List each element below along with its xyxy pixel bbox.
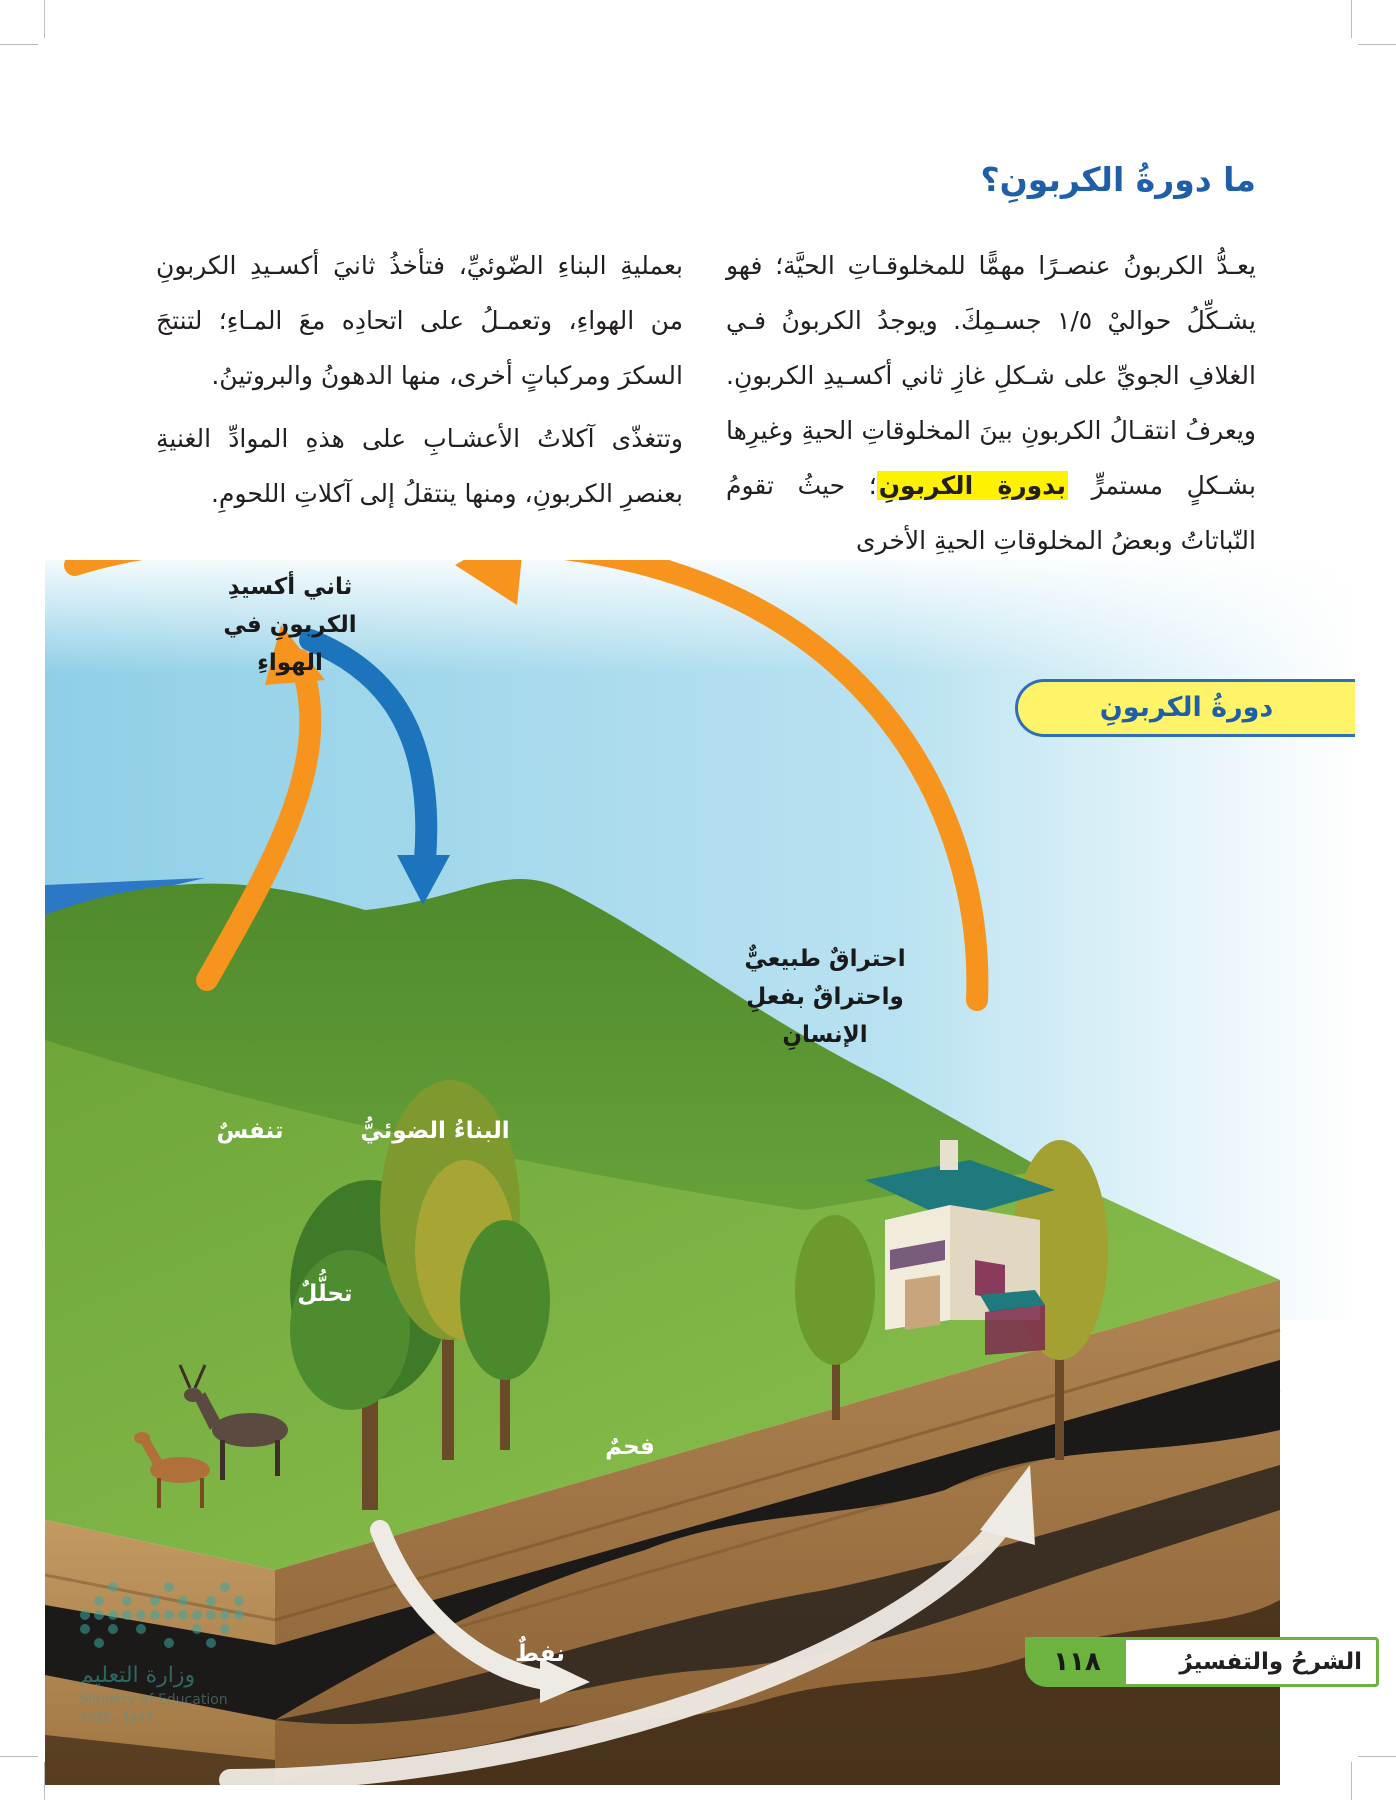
ministry-name-english: Ministry of Education — [80, 1692, 228, 1708]
label-co2-air: ثاني أكسيدِ الكربونِ في الهواءِ — [223, 574, 357, 676]
crop-mark — [0, 1756, 38, 1757]
photosynthesis-paragraph: بعمليةِ البناءِ الضّوئيِّ، فتأخذُ ثانيَ أكسـيدِ الكربونِ من الهواءِ، وتعمـلُ على اتحادِه معَ المـاءِ؛ لتنتجَ السكرَ ومركباتٍ أخرى، منها الدهونُ والبروتينُ. — [156, 251, 683, 390]
herbivores-paragraph: وتتغذّى آكلاتُ الأعشـابِ على هذهِ الموادِّ الغنيةِ بعنصرِ الكربونِ، ومنها ينتقلُ إلى آكلاتِ اللحومِ. — [156, 424, 683, 508]
page-footer — [1025, 1637, 1379, 1687]
key-term-highlight: بدورةِ الكربونِ — [878, 471, 1066, 500]
intro-text: يعـدُّ الكربونُ عنصـرًا مهمًّا للمخلوقـاتِ الحيَّة؛ فهو يشـكِّلُ حواليْ ١/٥ جسـمِكَ. ويوجدُ الكربونُ فـي الغلافِ الجويِّ على شـكلِ غازِ ثاني أكسـيدِ الكربونِ. ويعرفُ انتقـالُ الكربونِ بينَ المخلوقاتِ الحيةِ وغيرِها بشـكلٍ مستمرٍّ — [726, 251, 1256, 500]
label-photosynthesis: البناءُ الضوئيُّ — [360, 1118, 510, 1144]
ministry-watermark — [75, 1575, 275, 1725]
label-coal: فحمٌ — [605, 1434, 655, 1460]
crop-mark — [1358, 44, 1396, 45]
diagram-caption: دورةُ الكربونِ — [1015, 679, 1355, 737]
label-respiration: تنفسٌ — [216, 1118, 284, 1144]
footer-section-title: الشرحُ والتفسيرُ — [1179, 1649, 1362, 1675]
crop-mark — [0, 44, 38, 45]
label-decomposition: تحلُّلٌ — [297, 1281, 353, 1307]
intro-paragraph — [726, 238, 1256, 568]
ministry-name-arabic: وزارة التعليم — [80, 1663, 196, 1688]
ministry-dots-logo — [75, 1575, 255, 1660]
page-number: ١١٨ — [1028, 1640, 1126, 1684]
intro-text-end: ؛ حيثُ تقومُ النّباتاتُ وبعضُ المخلوقاتِ الحيةِ الأخرى — [726, 471, 1256, 555]
label-oil: نفطٌ — [515, 1641, 565, 1667]
page-title: ما دورةُ الكربونِ؟ — [980, 160, 1256, 199]
crop-mark — [1358, 1756, 1396, 1757]
label-combustion: احتراقٌ طبيعيٌّ واحتراقٌ بفعلِ الإنسانِ — [744, 946, 906, 1048]
text-column-right — [726, 238, 1256, 576]
crop-mark — [44, 0, 45, 38]
text-column-left — [156, 238, 683, 529]
crop-mark — [1351, 0, 1352, 38]
ministry-year: 2025 - 1447 — [80, 1710, 154, 1724]
